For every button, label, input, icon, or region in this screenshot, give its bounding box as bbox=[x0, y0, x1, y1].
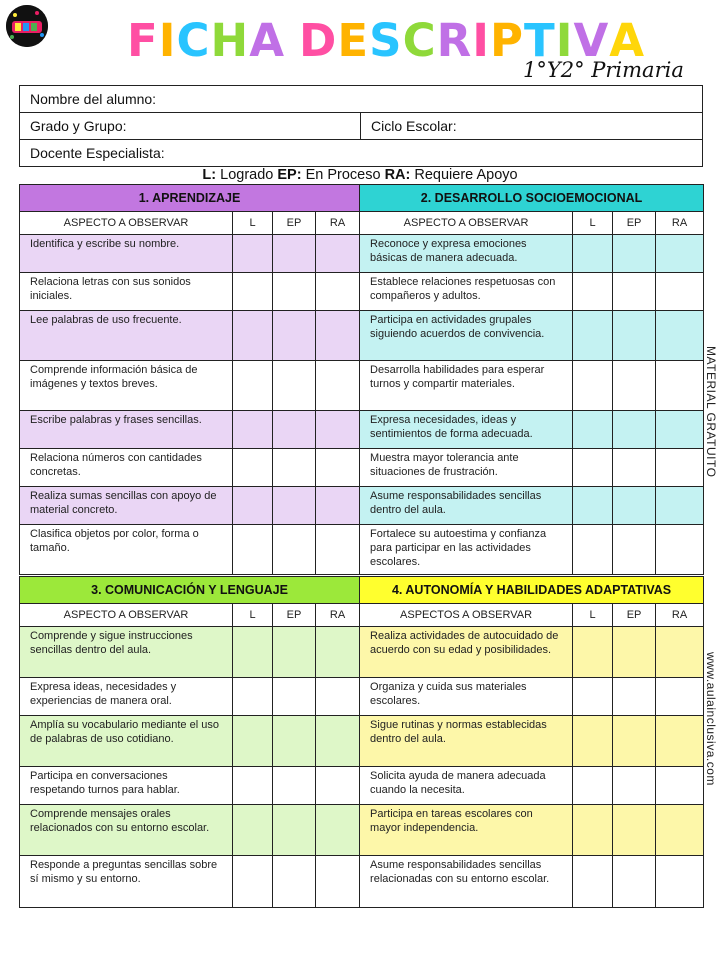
aspect-cell: Amplía su vocabulario mediante el uso de palabras de uso cotidiano. bbox=[20, 716, 233, 767]
rating-l-cell[interactable] bbox=[573, 856, 613, 908]
rating-ep-cell[interactable] bbox=[273, 716, 316, 767]
rating-l-cell[interactable] bbox=[233, 525, 273, 575]
aspect-cell: Responde a preguntas sencillas sobre sí mismo y su entorno. bbox=[20, 856, 233, 908]
title-letter: H bbox=[210, 14, 250, 67]
rating-ep-cell[interactable] bbox=[613, 525, 656, 575]
aspect-cell: Expresa necesidades, ideas y sentimientos de forma adecuada. bbox=[360, 411, 573, 449]
legend-ra-text: Requiere Apoyo bbox=[410, 167, 518, 183]
rating-l-cell[interactable] bbox=[233, 449, 273, 487]
column-aspecto: ASPECTO A OBSERVAR bbox=[20, 604, 233, 627]
logo bbox=[6, 5, 48, 47]
rating-ep-cell[interactable] bbox=[273, 411, 316, 449]
table-row bbox=[20, 716, 704, 767]
rating-l-cell[interactable] bbox=[573, 311, 613, 361]
rating-ra-cell[interactable] bbox=[656, 627, 704, 678]
column-l: L bbox=[233, 212, 273, 235]
column-aspecto: ASPECTO A OBSERVAR bbox=[20, 212, 233, 235]
rating-ra-cell[interactable] bbox=[656, 487, 704, 525]
side-website-label: www.aulainclusiva.com bbox=[704, 652, 718, 786]
column-ra: RA bbox=[656, 212, 704, 235]
rating-ep-cell[interactable] bbox=[613, 311, 656, 361]
rating-l-cell[interactable] bbox=[233, 411, 273, 449]
rating-l-cell[interactable] bbox=[233, 767, 273, 805]
student-name-field[interactable]: Nombre del alumno: bbox=[20, 86, 703, 113]
table-row bbox=[20, 525, 704, 575]
rating-ep-cell[interactable] bbox=[273, 678, 316, 716]
rating-ep-cell[interactable] bbox=[613, 805, 656, 856]
legend-ra-key: RA: bbox=[384, 167, 411, 183]
table-row bbox=[20, 805, 704, 856]
aspect-cell: Realiza sumas sencillas con apoyo de material concreto. bbox=[20, 487, 233, 525]
rating-ep-cell[interactable] bbox=[613, 856, 656, 908]
aspect-cell: Fortalece su autoestima y confianza para participar en las actividades escolares. bbox=[360, 525, 573, 575]
title-letter: T bbox=[523, 14, 556, 67]
rating-ra-cell[interactable] bbox=[316, 449, 360, 487]
rating-ep-cell[interactable] bbox=[613, 235, 656, 273]
rating-l-cell[interactable] bbox=[573, 449, 613, 487]
column-ep: EP bbox=[613, 604, 656, 627]
title-letter: V bbox=[573, 14, 610, 67]
rating-ep-cell[interactable] bbox=[273, 311, 316, 361]
rating-l-cell[interactable] bbox=[233, 235, 273, 273]
rating-ep-cell[interactable] bbox=[613, 273, 656, 311]
rating-ep-cell[interactable] bbox=[273, 487, 316, 525]
rating-ra-cell[interactable] bbox=[316, 273, 360, 311]
rating-ep-cell[interactable] bbox=[613, 449, 656, 487]
column-ep: EP bbox=[273, 212, 316, 235]
rating-l-cell[interactable] bbox=[233, 487, 273, 525]
rating-ra-cell[interactable] bbox=[316, 487, 360, 525]
rating-l-cell[interactable] bbox=[573, 411, 613, 449]
rating-l-cell[interactable] bbox=[233, 273, 273, 311]
table-row bbox=[20, 361, 704, 411]
rating-l-cell[interactable] bbox=[573, 678, 613, 716]
title-letter: A bbox=[609, 14, 646, 67]
legend-l-key: L: bbox=[202, 167, 217, 183]
column-ra: RA bbox=[656, 604, 704, 627]
rating-ra-cell[interactable] bbox=[316, 678, 360, 716]
aspect-cell: Comprende información básica de imágenes y textos breves. bbox=[20, 361, 233, 411]
table-row bbox=[20, 411, 704, 449]
rating-l-cell[interactable] bbox=[573, 716, 613, 767]
rating-ra-cell[interactable] bbox=[656, 805, 704, 856]
table-row bbox=[20, 487, 704, 525]
rating-ep-cell[interactable] bbox=[273, 525, 316, 575]
aspect-cell: Escribe palabras y frases sencillas. bbox=[20, 411, 233, 449]
rating-ra-cell[interactable] bbox=[656, 235, 704, 273]
title-letter: S bbox=[369, 14, 403, 67]
aspect-cell: Solicita ayuda de manera adecuada cuando la necesita. bbox=[360, 767, 573, 805]
aspect-cell: Desarrolla habilidades para esperar turnos y compartir materiales. bbox=[360, 361, 573, 411]
title-letter: I bbox=[158, 14, 177, 67]
page-title bbox=[127, 14, 646, 67]
table-row bbox=[20, 627, 704, 678]
aspect-cell: Organiza y cuida sus materiales escolares. bbox=[360, 678, 573, 716]
rating-ep-cell[interactable] bbox=[613, 487, 656, 525]
column-ep: EP bbox=[613, 212, 656, 235]
rating-ra-cell[interactable] bbox=[316, 627, 360, 678]
table-row bbox=[20, 235, 704, 273]
rating-ep-cell[interactable] bbox=[273, 805, 316, 856]
grade-group-field[interactable]: Grado y Grupo: bbox=[20, 113, 361, 140]
rating-l-cell[interactable] bbox=[573, 805, 613, 856]
rating-ra-cell[interactable] bbox=[656, 273, 704, 311]
aspect-cell: Participa en tareas escolares con mayor independencia. bbox=[360, 805, 573, 856]
evaluation-table-top bbox=[19, 184, 704, 575]
column-ra: RA bbox=[316, 604, 360, 627]
rating-ra-cell[interactable] bbox=[656, 311, 704, 361]
column-l: L bbox=[573, 212, 613, 235]
title-letter: A bbox=[249, 14, 286, 67]
legend-l-text: Logrado bbox=[216, 167, 278, 183]
aspect-cell: Sigue rutinas y normas establecidas dentro del aula. bbox=[360, 716, 573, 767]
rating-ep-cell[interactable] bbox=[273, 856, 316, 908]
column-aspecto: ASPECTOS A OBSERVAR bbox=[360, 604, 573, 627]
aspect-cell: Clasifica objetos por color, forma o tamaño. bbox=[20, 525, 233, 575]
rating-ra-cell[interactable] bbox=[656, 767, 704, 805]
rating-ra-cell[interactable] bbox=[316, 716, 360, 767]
rating-l-cell[interactable] bbox=[233, 805, 273, 856]
column-l: L bbox=[233, 604, 273, 627]
aspect-cell: Relaciona letras con sus sonidos iniciales. bbox=[20, 273, 233, 311]
aspect-cell: Realiza actividades de autocuidado de acuerdo con su edad y posibilidades. bbox=[360, 627, 573, 678]
aspect-cell: Expresa ideas, necesidades y experiencias de manera oral. bbox=[20, 678, 233, 716]
title-letter: D bbox=[299, 14, 338, 67]
evaluation-table-bottom bbox=[19, 576, 704, 908]
table-row bbox=[20, 311, 704, 361]
rating-ra-cell[interactable] bbox=[316, 411, 360, 449]
aspect-cell: Muestra mayor tolerancia ante situaciones de frustración. bbox=[360, 449, 573, 487]
rating-ra-cell[interactable] bbox=[316, 235, 360, 273]
rating-ra-cell[interactable] bbox=[316, 805, 360, 856]
section-title-socioemocional: 2. DESARROLLO SOCIOEMOCIONAL bbox=[360, 185, 704, 212]
rating-l-cell[interactable] bbox=[233, 627, 273, 678]
aspect-cell: Lee palabras de uso frecuente. bbox=[20, 311, 233, 361]
rating-ep-cell[interactable] bbox=[613, 716, 656, 767]
student-info-table bbox=[19, 85, 703, 167]
title-letter: P bbox=[490, 14, 524, 67]
rating-l-cell[interactable] bbox=[573, 361, 613, 411]
page-subtitle: 1°Y2° Primaria bbox=[523, 58, 684, 82]
column-ep: EP bbox=[273, 604, 316, 627]
title-letter: F bbox=[127, 14, 159, 67]
logo-graphic bbox=[6, 5, 48, 47]
rating-l-cell[interactable] bbox=[233, 361, 273, 411]
rating-l-cell[interactable] bbox=[233, 311, 273, 361]
rating-l-cell[interactable] bbox=[573, 627, 613, 678]
rating-ep-cell[interactable] bbox=[273, 361, 316, 411]
rating-ra-cell[interactable] bbox=[316, 311, 360, 361]
rating-l-cell[interactable] bbox=[233, 856, 273, 908]
rating-ep-cell[interactable] bbox=[273, 767, 316, 805]
rating-ep-cell[interactable] bbox=[613, 678, 656, 716]
rating-ep-cell[interactable] bbox=[613, 627, 656, 678]
title-letter: C bbox=[402, 14, 437, 67]
rating-l-cell[interactable] bbox=[573, 525, 613, 575]
aspect-cell: Identifica y escribe su nombre. bbox=[20, 235, 233, 273]
school-cycle-field[interactable]: Ciclo Escolar: bbox=[361, 113, 703, 140]
rating-ep-cell[interactable] bbox=[273, 235, 316, 273]
title-letter: I bbox=[555, 14, 574, 67]
rating-ra-cell[interactable] bbox=[656, 411, 704, 449]
title-letter: R bbox=[436, 14, 473, 67]
section-title-autonomia: 4. AUTONOMÍA Y HABILIDADES ADAPTATIVAS bbox=[360, 577, 704, 604]
title-letter: I bbox=[472, 14, 490, 67]
rating-ep-cell[interactable] bbox=[613, 411, 656, 449]
rating-ra-cell[interactable] bbox=[656, 678, 704, 716]
column-ra: RA bbox=[316, 212, 360, 235]
rating-ep-cell[interactable] bbox=[273, 449, 316, 487]
rating-l-cell[interactable] bbox=[573, 487, 613, 525]
rating-l-cell[interactable] bbox=[573, 235, 613, 273]
rating-l-cell[interactable] bbox=[573, 767, 613, 805]
table-row bbox=[20, 678, 704, 716]
rating-ep-cell[interactable] bbox=[273, 273, 316, 311]
rating-ra-cell[interactable] bbox=[656, 856, 704, 908]
aspect-cell: Reconoce y expresa emociones básicas de manera adecuada. bbox=[360, 235, 573, 273]
table-row bbox=[20, 449, 704, 487]
rating-ep-cell[interactable] bbox=[613, 767, 656, 805]
teacher-field[interactable]: Docente Especialista: bbox=[20, 140, 703, 167]
rating-l-cell[interactable] bbox=[573, 273, 613, 311]
side-material-label: MATERIAL GRATUITO bbox=[704, 346, 718, 478]
rating-l-cell[interactable] bbox=[233, 716, 273, 767]
table-row bbox=[20, 856, 704, 908]
rating-ep-cell[interactable] bbox=[613, 361, 656, 411]
rating-ra-cell[interactable] bbox=[316, 856, 360, 908]
table-row bbox=[20, 767, 704, 805]
aspect-cell: Relaciona números con cantidades concretas. bbox=[20, 449, 233, 487]
aspect-cell: Comprende mensajes orales relacionados con su entorno escolar. bbox=[20, 805, 233, 856]
title-letter: E bbox=[337, 14, 370, 67]
aspect-cell: Asume responsabilidades sencillas relacionadas con su entorno escolar. bbox=[360, 856, 573, 908]
table-row bbox=[20, 273, 704, 311]
aspect-cell: Comprende y sigue instrucciones sencillas dentro del aula. bbox=[20, 627, 233, 678]
aspect-cell: Establece relaciones respetuosas con compañeros y adultos. bbox=[360, 273, 573, 311]
legend bbox=[0, 167, 720, 183]
rating-ra-cell[interactable] bbox=[656, 449, 704, 487]
aspect-cell: Asume responsabilidades sencillas dentro del aula. bbox=[360, 487, 573, 525]
aspect-cell: Participa en actividades grupales siguiendo acuerdos de convivencia. bbox=[360, 311, 573, 361]
legend-ep-text: En Proceso bbox=[301, 167, 385, 183]
rating-ra-cell[interactable] bbox=[656, 361, 704, 411]
rating-l-cell[interactable] bbox=[233, 678, 273, 716]
rating-ep-cell[interactable] bbox=[273, 627, 316, 678]
rating-ra-cell[interactable] bbox=[316, 361, 360, 411]
rating-ra-cell[interactable] bbox=[316, 525, 360, 575]
rating-ra-cell[interactable] bbox=[656, 716, 704, 767]
column-aspecto: ASPECTO A OBSERVAR bbox=[360, 212, 573, 235]
rating-ra-cell[interactable] bbox=[316, 767, 360, 805]
section-title-comunicacion: 3. COMUNICACIÓN Y LENGUAJE bbox=[20, 577, 360, 604]
rating-ra-cell[interactable] bbox=[656, 525, 704, 575]
section-title-aprendizaje: 1. APRENDIZAJE bbox=[20, 185, 360, 212]
aspect-cell: Participa en conversaciones respetando turnos para hablar. bbox=[20, 767, 233, 805]
column-l: L bbox=[573, 604, 613, 627]
legend-ep-key: EP: bbox=[277, 167, 302, 183]
title-letter: C bbox=[176, 14, 211, 67]
